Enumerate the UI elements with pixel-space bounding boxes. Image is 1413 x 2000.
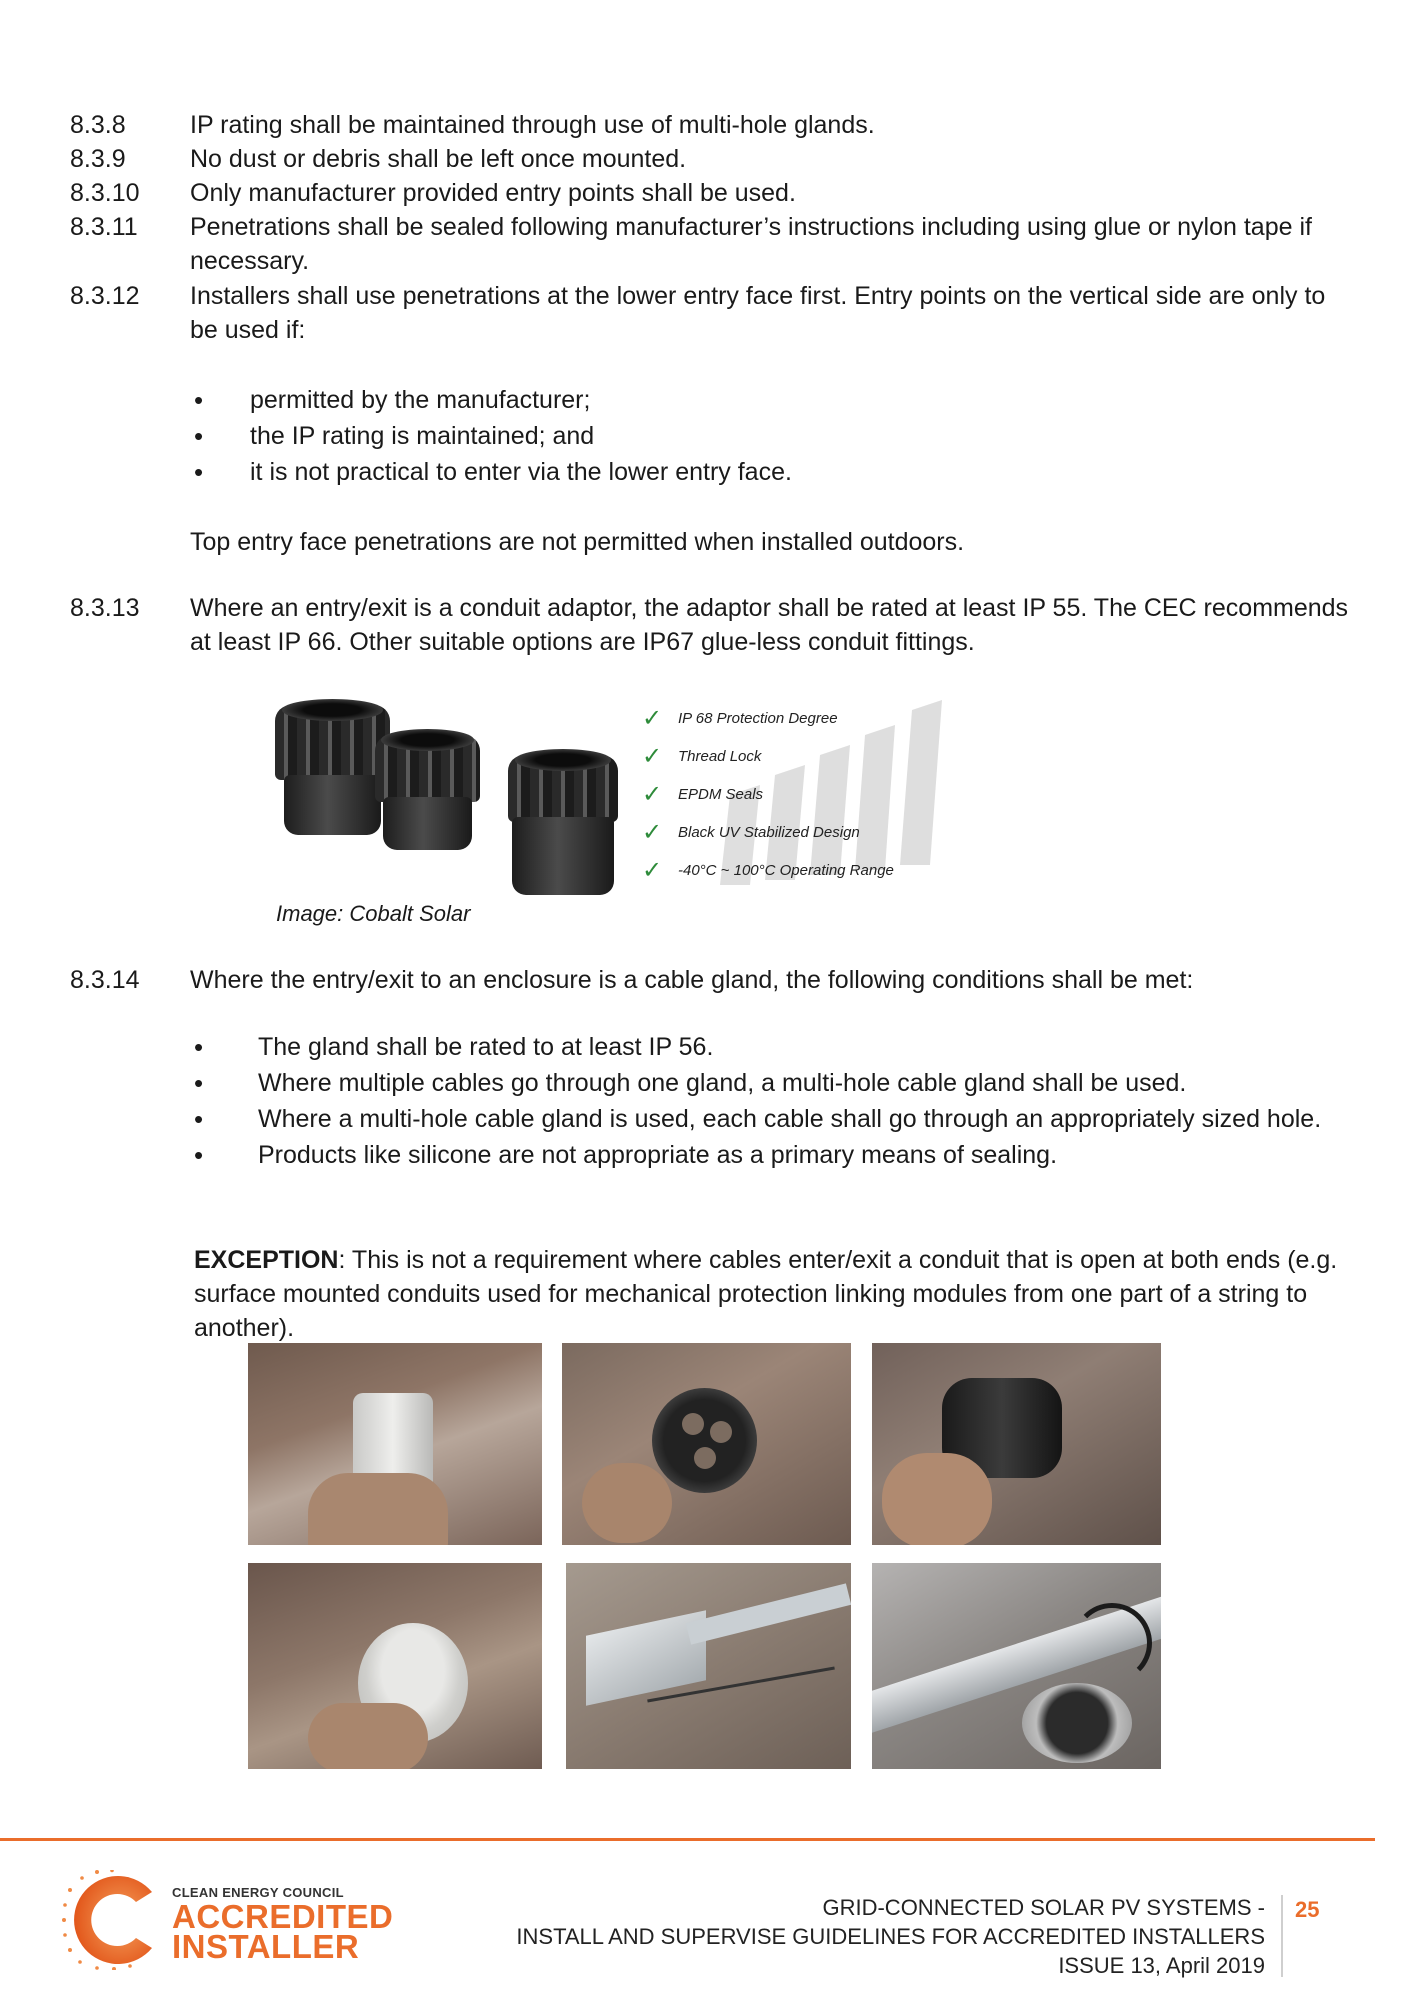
clause-text: No dust or debris shall be left once mounted.	[190, 145, 687, 173]
clause-8-3-10	[70, 176, 1360, 210]
clause-number: 8.3.8	[70, 111, 126, 139]
cable-gland-image	[508, 755, 618, 895]
photo-conduit-on-roof	[872, 1563, 1161, 1769]
exception-paragraph	[194, 1243, 1364, 1345]
list-item: • The gland shall be rated to at least IP 56.	[190, 1030, 1350, 1064]
list-item: • it is not practical to enter via the lower entry face.	[190, 455, 1350, 489]
clause-text: Where the entry/exit to an enclosure is a cable gland, the following conditions shall be met:	[190, 966, 1194, 994]
photo-enclosure-installed	[566, 1563, 851, 1769]
feature-item: ✓ EPDM Seals	[640, 776, 940, 814]
clause-8-3-14	[70, 963, 1360, 997]
check-icon: ✓	[642, 781, 663, 808]
logo-organisation: CLEAN ENERGY COUNCIL	[172, 1885, 344, 1900]
exception-label: EXCEPTION	[194, 1246, 339, 1274]
clause-text: IP rating shall be maintained through use of multi-hole glands.	[190, 111, 875, 139]
logo-word-installer: INSTALLER	[172, 1928, 360, 1965]
clause-text: Penetrations shall be sealed following manufacturer’s instructions including using glue or nylon tape if necessary.	[190, 213, 1312, 275]
list-item: • Products like silicone are not appropriate as a primary means of sealing.	[190, 1138, 1350, 1172]
clause-8-3-9	[70, 142, 1360, 176]
clause-number: 8.3.12	[70, 282, 140, 310]
clause-number: 8.3.10	[70, 179, 140, 207]
photo-multi-hole-gland	[562, 1343, 851, 1545]
list-item: • permitted by the manufacturer;	[190, 383, 1350, 417]
check-icon: ✓	[642, 819, 663, 846]
clause-number: 8.3.13	[70, 594, 140, 622]
check-icon: ✓	[642, 857, 663, 884]
footer-divider	[1281, 1895, 1283, 1977]
logo-c-mark-icon	[62, 1870, 172, 1970]
check-icon: ✓	[642, 743, 663, 770]
clause-8-3-11	[70, 210, 1360, 278]
photo-conduit-adaptor-end	[248, 1563, 542, 1769]
clause-text: Where an entry/exit is a conduit adaptor, the adaptor shall be rated at least IP 55. The CEC recommends at least IP 66. Other suitable options are IP67 glue-less conduit fittings.	[190, 594, 1349, 656]
list-item: • Where a multi-hole cable gland is used, each cable shall go through an appropriately sized hole.	[190, 1102, 1350, 1136]
clause-text: Installers shall use penetrations at the lower entry face first. Entry points on the vertical side are only to be used if:	[190, 282, 1326, 344]
feature-item: ✓ Thread Lock	[640, 738, 940, 776]
footer-rule	[0, 1838, 1375, 1841]
page-number: 25	[1295, 1897, 1320, 1922]
footer-document-title	[380, 1893, 1265, 1980]
footer-line-3: ISSUE 13, April 2019	[1058, 1953, 1265, 1978]
figure-caption: Image: Cobalt Solar	[276, 901, 471, 926]
conduit-fitting-image	[275, 705, 390, 835]
clause-number: 8.3.9	[70, 145, 126, 173]
clause-8-3-12	[70, 279, 1360, 347]
feature-item: ✓ -40°C ~ 100°C Operating Range	[640, 852, 940, 890]
cec-accredited-installer-logo	[62, 1870, 392, 1970]
check-icon: ✓	[642, 705, 663, 732]
logo-word-accredited: ACCREDITED	[172, 1898, 394, 1935]
photo-conduit-adaptor	[248, 1343, 542, 1545]
feature-item: ✓ Black UV Stabilized Design	[640, 814, 940, 852]
footer-line-2: INSTALL AND SUPERVISE GUIDELINES FOR ACCREDITED INSTALLERS	[516, 1924, 1265, 1949]
exception-text: : This is not a requirement where cables enter/exit a conduit that is open at both ends (e.g. surface mounted conduits used for mechanical protection linking modules from one part of a string to another).	[194, 1246, 1338, 1342]
clause-8-3-8	[70, 108, 1360, 142]
note-paragraph: Top entry face penetrations are not permitted when installed outdoors.	[190, 528, 965, 556]
clause-number: 8.3.14	[70, 966, 140, 994]
photo-cable-gland-side	[872, 1343, 1161, 1545]
feature-item: ✓ IP 68 Protection Degree	[640, 700, 940, 738]
footer-line-1: GRID-CONNECTED SOLAR PV SYSTEMS -	[822, 1895, 1265, 1920]
bullet-list-8-3-14	[190, 1030, 1350, 1172]
clause-text: Only manufacturer provided entry points shall be used.	[190, 179, 796, 207]
clause-number: 8.3.11	[70, 213, 138, 241]
list-item: • the IP rating is maintained; and	[190, 419, 1350, 453]
product-figure	[270, 695, 930, 895]
list-item: • Where multiple cables go through one gland, a multi-hole cable gland shall be used.	[190, 1066, 1350, 1100]
feature-list	[640, 700, 940, 890]
conduit-fitting-image	[375, 735, 480, 850]
bullet-list-8-3-12	[190, 383, 1350, 489]
clause-8-3-13	[70, 591, 1360, 659]
